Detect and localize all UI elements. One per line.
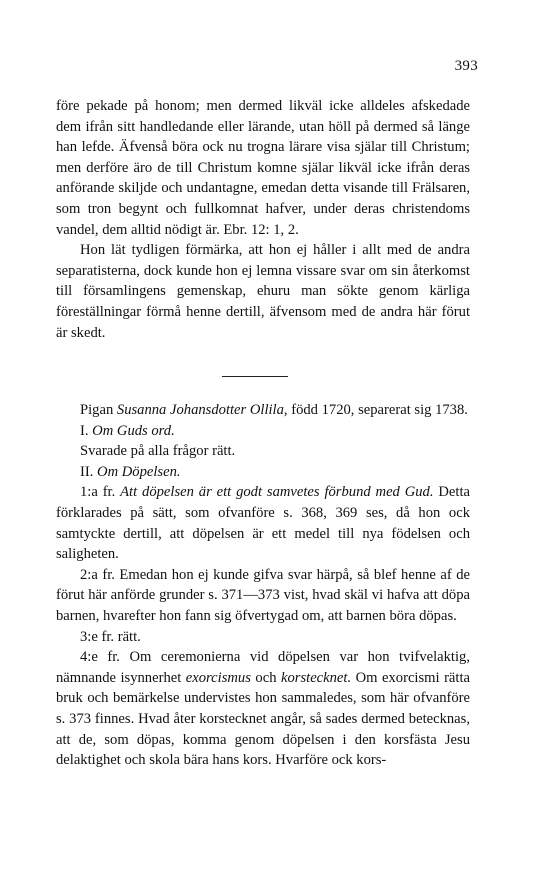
question-four-label: 4:e fr.	[80, 649, 120, 666]
question-four-text-b: och	[250, 669, 281, 686]
question-four-text-c: Om exorcismi rätta bruk och bemärkelse undervistes hon sammaledes, som här ofvanföre s. 373 finnes. Hvad åter korstecknet angår, så sades dermed betecknas, att de, som döpas, komma genom döpelsen i den korsfästa Jesu delaktighet och skola bära hans kors. Hvarföre ock kors-	[56, 669, 470, 769]
question-three	[56, 627, 470, 648]
question-three-label: 3:e fr.	[80, 628, 115, 645]
paragraph-continued: före pekade på honom; men dermed likväl icke alldeles afskedade dem ifrån sitt handledande eller lärande, utan höll på dermed så länge han lefde. Äfvenså böra ock nu trogna lärare visa själar till Christum; men derföre äro de till Christum komne själar likväl icke ifrån deras anförande skiljde och undantagne, emedan detta visande till Frälsaren, som tron begynt och fullkomnat hafver, under deras christendoms vandel, dem alltid nödigt är. Ebr. 12: 1, 2.	[56, 98, 470, 238]
question-three-text: rätt.	[117, 628, 141, 645]
section-two-numeral: II.	[80, 463, 94, 480]
page-number: 393	[454, 58, 478, 74]
section-two-heading	[56, 462, 470, 483]
question-one-label: 1:a fr.	[80, 484, 116, 501]
question-one	[56, 482, 470, 564]
question-four-text-a: Om ceremonierna vid döpelsen var hon tvifvelaktig, nämnande isynnerhet	[56, 649, 470, 686]
question-four-italic-exorcismus: exorcismus	[185, 669, 251, 686]
paragraph-separatists: Hon lät tydligen förmärka, att hon ej håller i allt med de andra separatisterna, dock kunde hon ej lemna vissare svar om sin återkomst till församlingens gemenskap, ehuru man sökte genom kärliga föreställningar förmå henne dertill, äfvensom med de andra här förut är skedt.	[56, 242, 470, 341]
intro-paragraph	[56, 400, 470, 421]
section-one-heading	[56, 421, 470, 442]
section-one-answer: Svarade på alla frågor rätt.	[80, 443, 236, 460]
question-four	[56, 647, 470, 771]
question-one-italic: Att döpelsen är ett godt samvetes förbund med Gud.	[120, 484, 434, 501]
question-two-text: Emedan hon ej kunde gifva svar härpå, så blef henne af de förut här anförde grunder s. 371—373 vist, hvad skäl vi hafva att döpa barnen, hvarefter hon fann sig öfvertygad om, att barnen böra döpas.	[56, 566, 471, 624]
intro-name: Susanna Johansdotter Ollila,	[116, 402, 288, 418]
section-one-title: Om Guds ord.	[92, 422, 175, 439]
upper-text-block	[56, 96, 470, 343]
section-two-title: Om Döpelsen.	[97, 463, 181, 480]
intro-suffix: född 1720, separerat sig 1738.	[287, 402, 468, 418]
lower-text-block	[56, 400, 470, 771]
question-one-text: Detta förklarades på sätt, som ofvanföre s. 368, 369 ses, då hon ock samtyckte dertill, att döpelsen är ett medel till nya födelsen och saligheten.	[56, 484, 470, 563]
question-four-italic-korstecknet: korstecknet.	[281, 669, 352, 686]
question-two-label: 2:a fr.	[80, 566, 115, 583]
question-two	[56, 565, 470, 627]
section-one-numeral: I.	[80, 422, 89, 439]
intro-prefix: Pigan	[80, 402, 117, 418]
section-divider-rule	[222, 376, 288, 377]
